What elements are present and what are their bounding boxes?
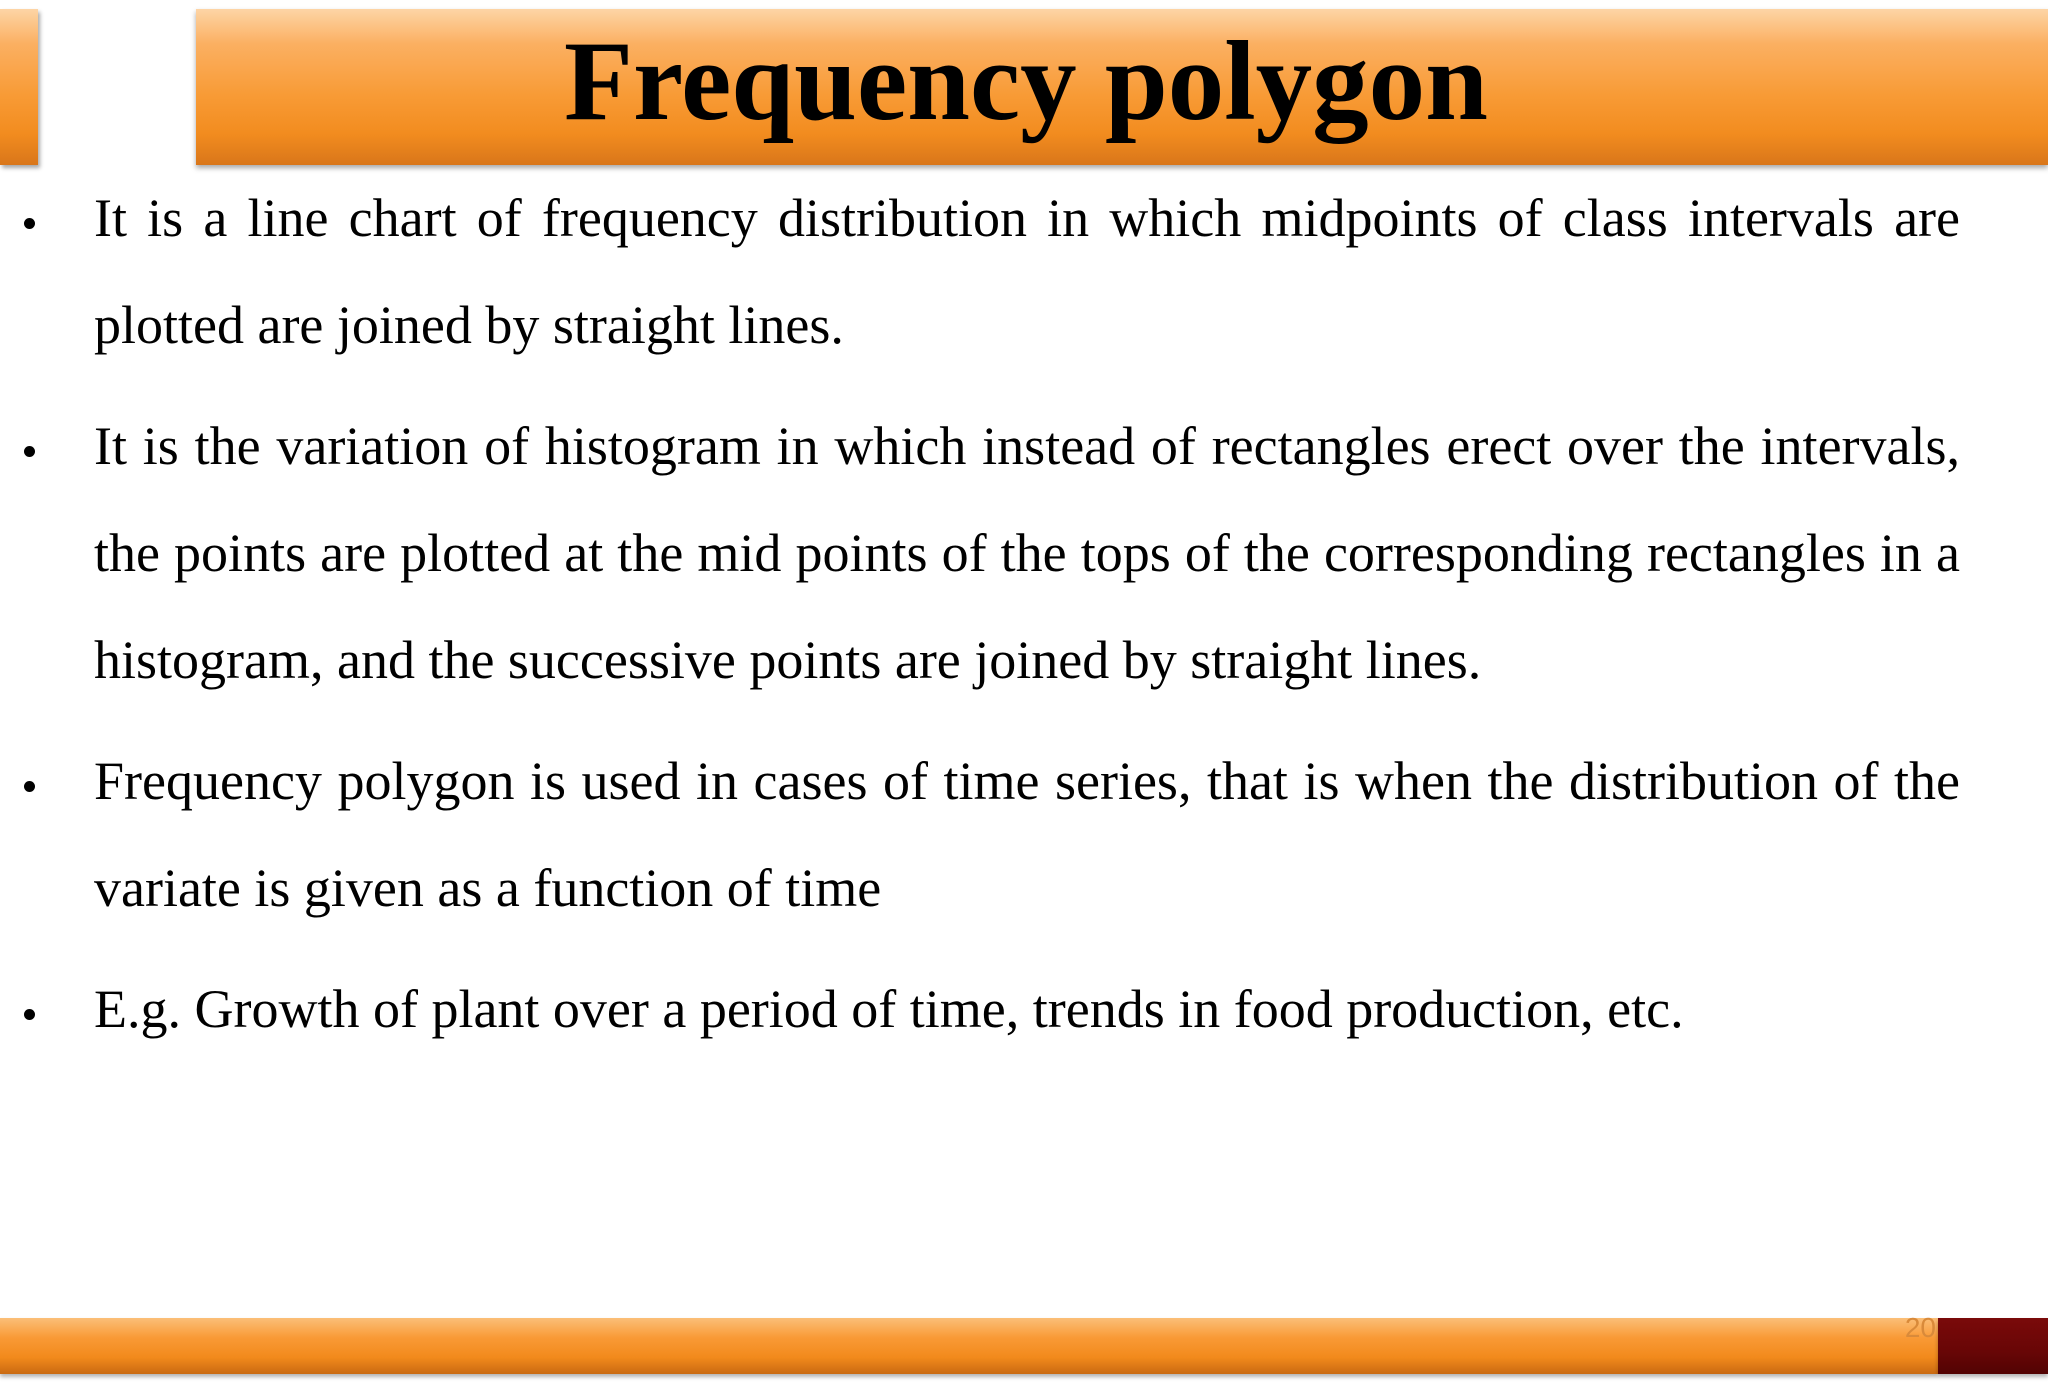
bullet-text: E.g. Growth of plant over a period of time, trends in food production, etc. (94, 979, 1684, 1039)
footer-accent-block (1938, 1318, 2048, 1374)
title-bar (196, 9, 2048, 165)
bullet-dot-icon (24, 446, 35, 457)
left-accent-tab (0, 9, 38, 165)
slide-title: Frequency polygon (564, 19, 1488, 144)
bullet-text: Frequency polygon is used in cases of time series, that is when the distribution of the variate is given as a function of time (94, 751, 1960, 918)
bullet-item (0, 753, 2048, 967)
bullet-item (0, 190, 2048, 404)
bullet-item (0, 418, 2048, 739)
bullet-item (0, 981, 2048, 1088)
bullet-text: It is a line chart of frequency distribution in which midpoints of class intervals are plotted are joined by straight lines. (94, 188, 1960, 355)
bullet-list (0, 190, 2048, 1102)
page-number: 20 (1904, 1312, 1936, 1343)
bullet-text: It is the variation of histogram in which instead of rectangles erect over the intervals, the points are plotted at the mid points of the tops of the corresponding rectangles in a histogram, and the successive points are joined by straight lines. (94, 416, 1960, 690)
bullet-dot-icon (24, 218, 35, 229)
bullet-dot-icon (24, 1009, 35, 1020)
bullet-dot-icon (24, 781, 35, 792)
footer-bar (0, 1318, 1938, 1374)
